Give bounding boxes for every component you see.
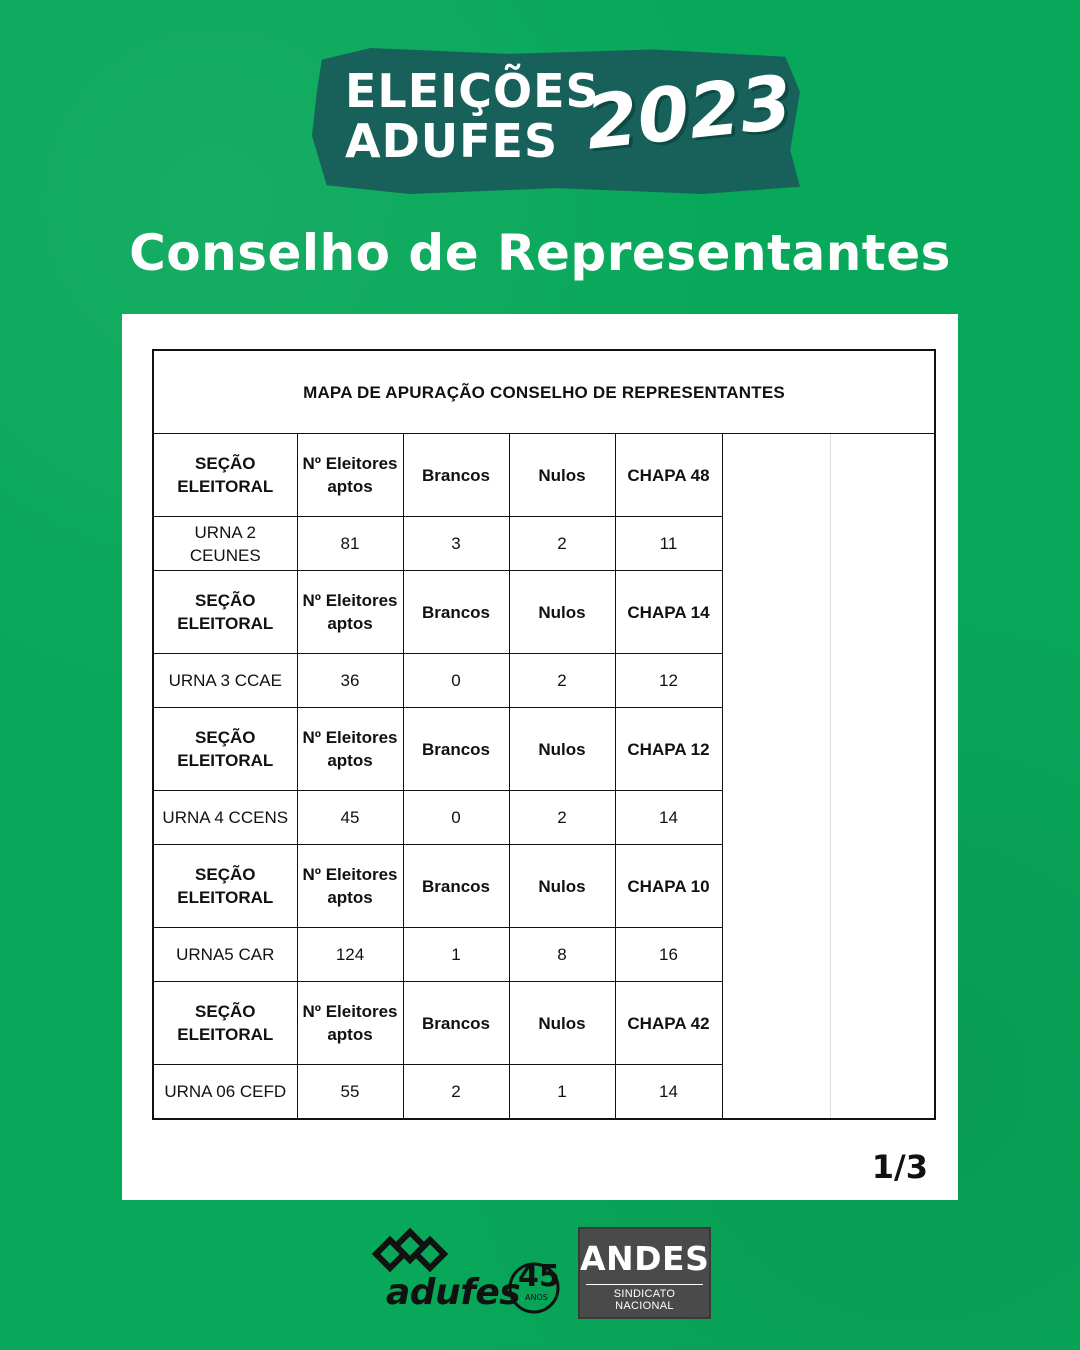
empty-cell — [830, 654, 935, 708]
table-header-cell: Nulos — [509, 982, 615, 1065]
table-cell: 36 — [297, 654, 403, 708]
empty-cell — [830, 1065, 935, 1120]
table-row — [153, 1065, 935, 1120]
andes-name: ANDES — [580, 1239, 710, 1278]
table-cell: 81 — [297, 517, 403, 571]
table-header-cell: SEÇÃO ELEITORAL — [153, 845, 297, 928]
anniversary-label: ANOS — [525, 1293, 548, 1302]
empty-cell — [722, 791, 830, 845]
table-body — [153, 434, 935, 1120]
table-cell: 0 — [403, 654, 509, 708]
table-header-cell: Brancos — [403, 571, 509, 654]
table-cell: 55 — [297, 1065, 403, 1120]
table-header-cell: Nº Eleitores aptos — [297, 434, 403, 517]
table-header-row — [153, 845, 935, 928]
table-cell: URNA 06 CEFD — [153, 1065, 297, 1120]
table-header-row — [153, 982, 935, 1065]
empty-cell — [722, 845, 830, 928]
table-cell: 14 — [615, 1065, 722, 1120]
table-header-row — [153, 434, 935, 517]
table-cell: 3 — [403, 517, 509, 571]
empty-cell — [830, 708, 935, 791]
table-header-cell: Nulos — [509, 434, 615, 517]
table-cell: 2 — [403, 1065, 509, 1120]
table-header-cell: Nº Eleitores aptos — [297, 708, 403, 791]
table-row — [153, 791, 935, 845]
table-cell: URNA 2 CEUNES — [153, 517, 297, 571]
table-header-cell: SEÇÃO ELEITORAL — [153, 982, 297, 1065]
empty-cell — [722, 708, 830, 791]
table-cell: URNA5 CAR — [153, 928, 297, 982]
header-line-2: ADUFES — [345, 114, 559, 168]
table-cell: 11 — [615, 517, 722, 571]
empty-cell — [722, 1065, 830, 1120]
table-header-cell: Nulos — [509, 708, 615, 791]
empty-cell — [830, 845, 935, 928]
empty-cell — [830, 571, 935, 654]
empty-cell — [830, 982, 935, 1065]
table-header-cell: CHAPA 42 — [615, 982, 722, 1065]
table-header-cell: CHAPA 14 — [615, 571, 722, 654]
table-cell: 1 — [403, 928, 509, 982]
empty-cell — [830, 928, 935, 982]
table-cell: 16 — [615, 928, 722, 982]
table-header-cell: CHAPA 10 — [615, 845, 722, 928]
adufes-wordmark: adufes — [386, 1272, 521, 1313]
table-header-cell: CHAPA 12 — [615, 708, 722, 791]
table-header-cell: SEÇÃO ELEITORAL — [153, 571, 297, 654]
table-cell: URNA 4 CCENS — [153, 791, 297, 845]
empty-cell — [830, 517, 935, 571]
empty-cell — [722, 517, 830, 571]
table-cell: 14 — [615, 791, 722, 845]
andes-subtitle: SINDICATO NACIONAL — [586, 1284, 703, 1312]
header-line-1: ELEIÇÕES — [345, 64, 600, 118]
table-header-cell: Brancos — [403, 845, 509, 928]
table-row — [153, 928, 935, 982]
table-cell: 2 — [509, 654, 615, 708]
table-cell: 1 — [509, 1065, 615, 1120]
table-header-cell: Nº Eleitores aptos — [297, 845, 403, 928]
table-header-cell: SEÇÃO ELEITORAL — [153, 434, 297, 517]
empty-cell — [722, 982, 830, 1065]
table-header-row — [153, 571, 935, 654]
table-row — [153, 517, 935, 571]
footer-logos — [0, 1222, 1080, 1322]
table-header-cell: Nº Eleitores aptos — [297, 571, 403, 654]
empty-cell — [722, 928, 830, 982]
table-cell: 45 — [297, 791, 403, 845]
anniversary-badge — [500, 1252, 564, 1316]
page-title: Conselho de Representantes — [129, 224, 951, 282]
table-row — [153, 654, 935, 708]
results-card — [122, 314, 958, 1200]
table-header-cell: Nulos — [509, 571, 615, 654]
table-header-row — [153, 708, 935, 791]
table-cell: 8 — [509, 928, 615, 982]
table-header-cell: Brancos — [403, 434, 509, 517]
table-cell: 2 — [509, 791, 615, 845]
empty-cell — [830, 434, 935, 517]
empty-cell — [722, 654, 830, 708]
table-cell: 0 — [403, 791, 509, 845]
table-cell: 2 — [509, 517, 615, 571]
results-table — [152, 349, 936, 1120]
table-caption: MAPA DE APURAÇÃO CONSELHO DE REPRESENTANTES — [153, 350, 935, 434]
page-indicator: 1/3 — [871, 1148, 928, 1186]
table-cell: 12 — [615, 654, 722, 708]
table-cell: 124 — [297, 928, 403, 982]
table-header-cell: SEÇÃO ELEITORAL — [153, 708, 297, 791]
empty-cell — [722, 571, 830, 654]
andes-logo — [578, 1227, 711, 1319]
table-header-cell: Nº Eleitores aptos — [297, 982, 403, 1065]
header-year: 2023 — [582, 59, 796, 167]
table-header-cell: CHAPA 48 — [615, 434, 722, 517]
table-header-cell: Brancos — [403, 982, 509, 1065]
table-header-cell: Nulos — [509, 845, 615, 928]
table-cell: URNA 3 CCAE — [153, 654, 297, 708]
anniversary-number: 45 — [518, 1259, 560, 1294]
empty-cell — [830, 791, 935, 845]
table-header-cell: Brancos — [403, 708, 509, 791]
empty-cell — [722, 434, 830, 517]
